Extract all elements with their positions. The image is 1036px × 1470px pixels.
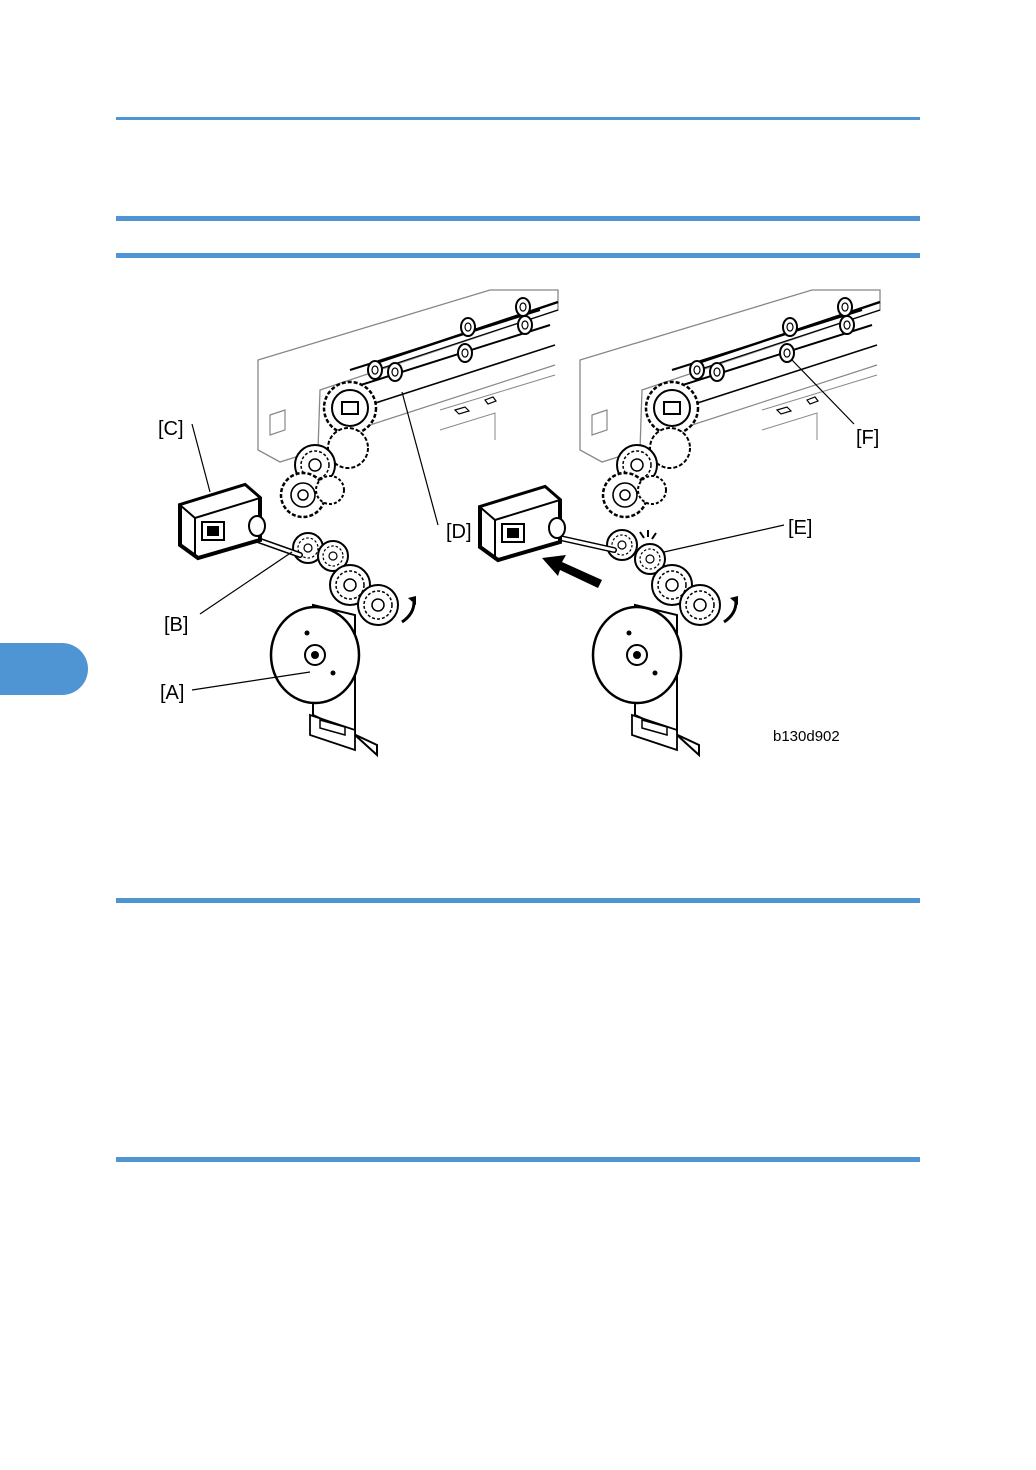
chapter-tab-marker bbox=[0, 643, 88, 695]
header-rule bbox=[116, 117, 920, 120]
section-rule-middle bbox=[116, 898, 920, 903]
callout-f: [F] bbox=[856, 427, 880, 449]
mechanism-diagram bbox=[140, 280, 900, 760]
section-rule-top bbox=[116, 216, 920, 221]
section-rule-lower bbox=[116, 1157, 920, 1162]
section-rule-bottom bbox=[116, 253, 920, 258]
callout-c: [C] bbox=[158, 418, 184, 440]
callout-e: [E] bbox=[788, 517, 813, 539]
callout-d: [D] bbox=[446, 521, 472, 543]
callout-a: [A] bbox=[160, 682, 185, 704]
figure-id: b130d902 bbox=[773, 728, 840, 745]
callout-b: [B] bbox=[164, 614, 189, 636]
right-assembly bbox=[480, 290, 880, 755]
